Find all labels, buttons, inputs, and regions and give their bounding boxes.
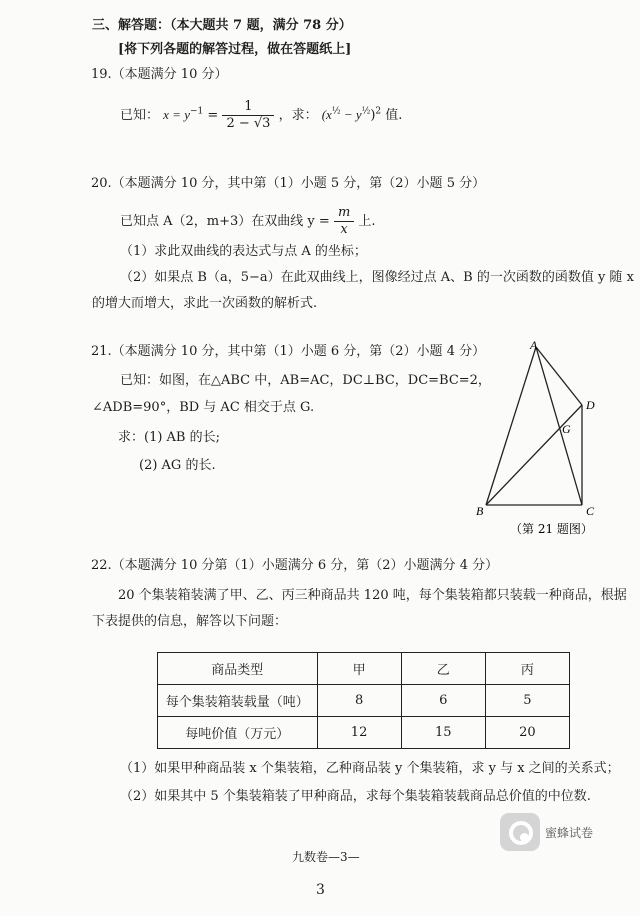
q19-num: 1 — [222, 99, 274, 116]
label-a: A — [530, 338, 538, 352]
q19-header: 19.（本题满分 10 分） — [91, 67, 228, 82]
q19-ask: ，求： — [278, 108, 318, 123]
footer-label: 九数卷—3— — [292, 850, 360, 864]
q20-den: x — [340, 222, 348, 237]
q20-num: m — [334, 205, 354, 222]
table-header-cell: 甲 — [317, 653, 401, 685]
q22-part2: （2）如果其中 5 个集装箱装了甲种商品，求每个集装箱装载商品总价值的中位数. — [120, 789, 591, 804]
table-cell: 6 — [401, 685, 485, 717]
q19-minus: − y — [340, 107, 362, 122]
q19-lead: 已知： — [120, 108, 160, 123]
q19-expr-close: ) — [370, 108, 376, 123]
table-header-cell: 商品类型 — [158, 653, 318, 685]
q20-header: 20.（本题满分 10 分，其中第（1）小题 5 分，第（2）小题 5 分） — [91, 176, 486, 191]
page-number: 3 — [316, 882, 325, 898]
table-cell: 5 — [485, 685, 569, 717]
q20-given — [120, 205, 376, 238]
label-d: D — [586, 398, 595, 412]
table-header-cell: 乙 — [401, 653, 485, 685]
section-instruction: [将下列各题的解答过程，做在答题纸上] — [118, 42, 352, 57]
table-cell: 15 — [401, 717, 485, 749]
q22-intro-2: 下表提供的信息，解答以下问题： — [92, 614, 288, 629]
q21-given-2: ∠ADB=90°，BD 与 AC 相交于点 G. — [92, 400, 315, 415]
table-row — [158, 717, 570, 749]
q22-intro-1: 20 个集装箱装满了甲、乙、丙三种商品共 120 吨，每个集装箱都只装载一种商品，根据 — [118, 588, 627, 603]
bee-logo-icon — [500, 813, 540, 851]
q20-fraction — [334, 205, 354, 238]
label-b: B — [476, 504, 484, 518]
q20-given-a: 已知点 A（2，m+3）在双曲线 y = — [120, 214, 330, 229]
q19-expr-open: (x — [321, 107, 332, 122]
q21-given-1: 已知：如图，在△ABC 中，AB=AC，DC⊥BC，DC=BC=2， — [120, 373, 491, 388]
q19-half2: ½ — [361, 106, 371, 117]
q19-fraction — [222, 99, 274, 132]
table-cell: 每吨价值（万元） — [158, 717, 318, 749]
segment-ac — [536, 347, 582, 505]
q22-header: 22.（本题满分 10 分第（1）小题满分 6 分，第（2）小题满分 4 分） — [91, 558, 499, 573]
table-header-row — [158, 653, 570, 685]
table-cell: 8 — [317, 685, 401, 717]
q19-tail: 值. — [385, 108, 403, 123]
segment-ad — [536, 347, 582, 405]
q21-header: 21.（本题满分 10 分，其中第（1）小题 6 分，第（2）小题 4 分） — [91, 344, 486, 359]
q19-exp: −1 — [189, 106, 204, 117]
label-g: G — [562, 422, 571, 436]
q19-equals: = — [207, 108, 219, 123]
q19-eq: x = y — [163, 107, 190, 122]
q20-part2-a: （2）如果点 B（a，5−a）在此双曲线上，图像经过点 A、B 的一次函数的函数值 y 随 x — [120, 270, 634, 285]
goods-table — [157, 652, 570, 749]
q19-given — [120, 99, 402, 132]
label-c: C — [586, 504, 595, 518]
q19-half1: ½ — [331, 106, 341, 117]
section-title: 三、解答题：（本大题共 7 题，满分 78 分） — [92, 18, 352, 33]
q19-den: 2 − √3 — [226, 116, 271, 131]
table-header-cell: 丙 — [485, 653, 569, 685]
table-cell: 20 — [485, 717, 569, 749]
q20-part1: （1）求此双曲线的表达式与点 A 的坐标； — [120, 244, 367, 259]
q22-part1: （1）如果甲种商品装 x 个集装箱，乙种商品装 y 个集装箱，求 y 与 x 之间的关系式； — [120, 761, 620, 776]
table-row — [158, 685, 570, 717]
q21-caption: （第 21 题图） — [510, 522, 593, 536]
q20-given-b: 上. — [358, 214, 376, 229]
q20-part2-b: 的增大而增大，求此一次函数的解析式. — [92, 296, 318, 311]
q21-figure — [470, 335, 610, 545]
watermark-text: 蜜蜂试卷 — [545, 826, 594, 840]
table-cell: 12 — [317, 717, 401, 749]
q21-ask-1: 求：(1) AB 的长; — [118, 430, 221, 445]
q21-ask-2: (2) AG 的长. — [139, 458, 216, 473]
q19-sq: 2 — [375, 106, 382, 117]
table-cell: 每个集装箱装载量（吨） — [158, 685, 318, 717]
segment-ab — [486, 347, 536, 505]
